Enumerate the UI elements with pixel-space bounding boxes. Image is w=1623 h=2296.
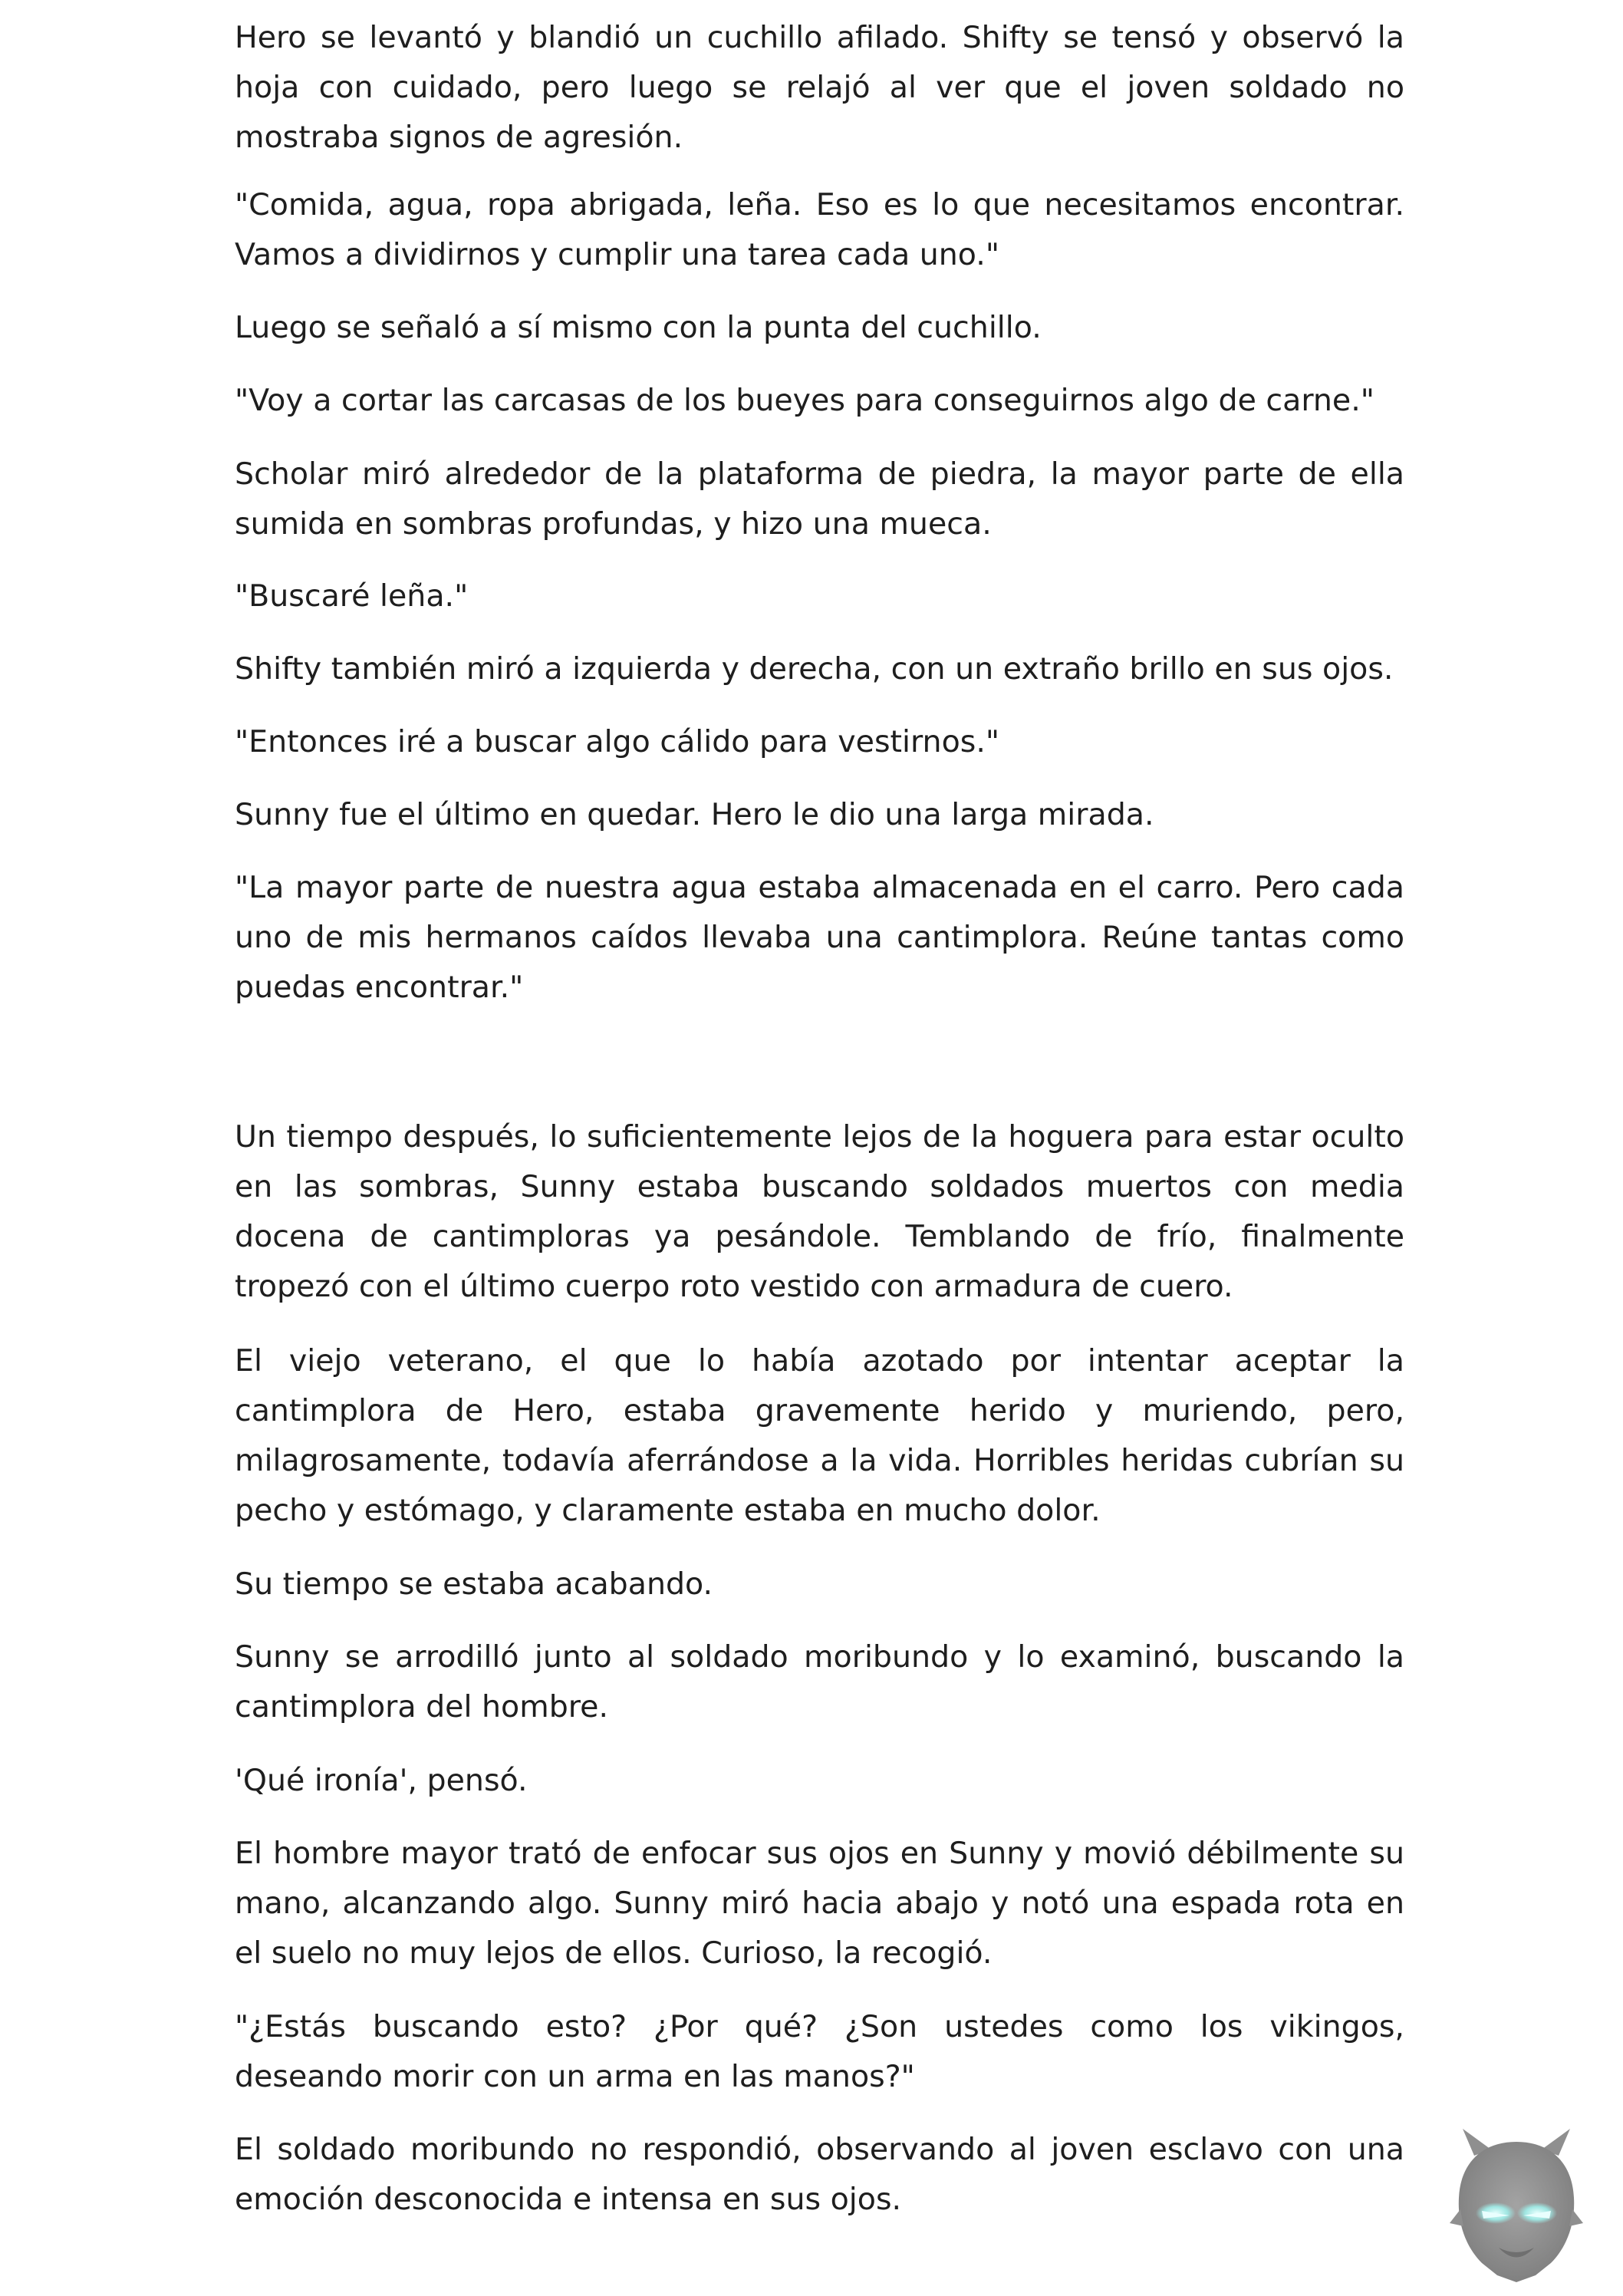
paragraph: Sunny se arrodilló junto al soldado moribundo y lo examinó, buscando la cantimplora del hombre. — [235, 1639, 1404, 1724]
paragraph: Scholar miró alrededor de la plataforma de piedra, la mayor parte de ella sumida en sombras profundas, y hizo una mueca. — [235, 456, 1404, 542]
paragraph: 'Qué ironía', pensó. — [235, 1763, 528, 1798]
paragraph: "La mayor parte de nuestra agua estaba almacenada en el carro. Pero cada uno de mis hermanos caídos llevaba una cantimplora. Reúne tantas como puedas encontrar." — [235, 870, 1404, 1005]
paragraph: El soldado moribundo no respondió, observando al joven esclavo con una emoción desconocida e intensa en sus ojos. — [235, 2132, 1404, 2217]
paragraph: "Comida, agua, ropa abrigada, leña. Eso es lo que necesitamos encontrar. Vamos a dividirnos y cumplir una tarea cada uno." — [235, 187, 1404, 272]
paragraph: "Entonces iré a buscar algo cálido para vestirnos." — [235, 724, 1000, 759]
demon-head-icon — [1444, 2125, 1589, 2286]
paragraph: "¿Estás buscando esto? ¿Por qué? ¿Son ustedes como los vikingos, deseando morir con un arma en las manos?" — [235, 2009, 1404, 2094]
paragraph: "Voy a cortar las carcasas de los bueyes para conseguirnos algo de carne." — [235, 383, 1374, 418]
paragraph: Shifty también miró a izquierda y derecha, con un extraño brillo en sus ojos. — [235, 651, 1394, 687]
paragraph: Su tiempo se estaba acabando. — [235, 1566, 713, 1602]
paragraph: Un tiempo después, lo suficientemente lejos de la hoguera para estar oculto en las sombras, Sunny estaba buscando soldados muertos con media docena de cantimploras ya pesándole. Temblando de frío, finalmente tropezó con el último cuerpo roto vestido con armadura de cuero. — [235, 1119, 1404, 1304]
paragraph: El viejo veterano, el que lo había azotado por intentar aceptar la cantimplora de Hero, estaba gravemente herido y muriendo, pero, milagrosamente, todavía aferrándose a la vida. Horribles heridas cubrían su pecho y estómago, y claramente estaba en mucho dolor. — [235, 1343, 1404, 1528]
paragraph: El hombre mayor trató de enfocar sus ojos en Sunny y movió débilmente su mano, alcanzando algo. Sunny miró hacia abajo y notó una espada rota en el suelo no muy lejos de ellos. Curioso, la recogió. — [235, 1836, 1404, 1971]
paragraph: Hero se levantó y blandió un cuchillo afilado. Shifty se tensó y observó la hoja con cuidado, pero luego se relajó al ver que el joven soldado no mostraba signos de agresión. — [235, 20, 1404, 155]
paragraph: "Buscaré leña." — [235, 578, 469, 614]
paragraph: Luego se señaló a sí mismo con la punta del cuchillo. — [235, 310, 1042, 345]
paragraph: Sunny fue el último en quedar. Hero le dio una larga mirada. — [235, 797, 1154, 832]
